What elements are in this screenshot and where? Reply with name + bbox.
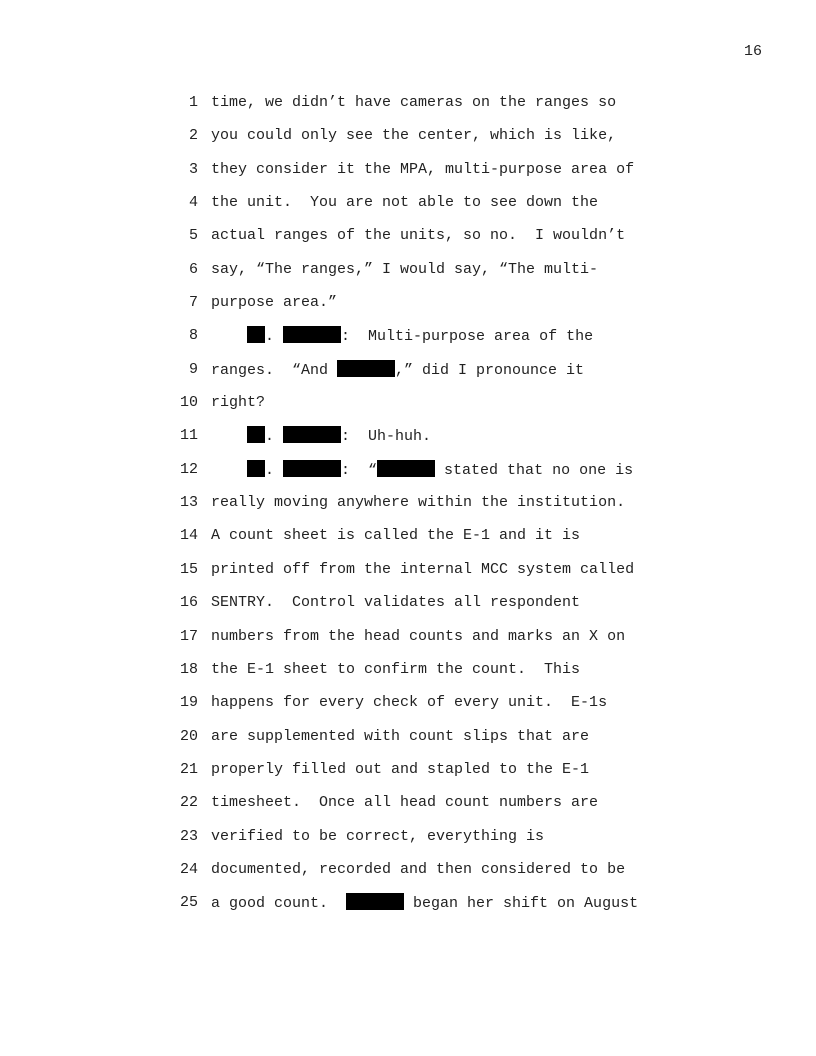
line-number: 23: [179, 827, 198, 845]
redaction-block: [283, 460, 341, 477]
transcript-line: [170, 660, 690, 693]
transcript-line: [170, 727, 690, 760]
transcript-line: [170, 226, 690, 259]
redaction-block: [283, 426, 341, 443]
line-text-with-redaction: [211, 893, 638, 914]
transcript-line: [170, 593, 690, 626]
transcript-line: [170, 293, 690, 326]
line-number: 18: [179, 660, 198, 678]
line-number: 3: [188, 160, 198, 178]
line-text: right?: [211, 394, 266, 412]
line-text: really moving anywhere within the institution.: [211, 494, 626, 512]
line-text: ,” did I pronounce it: [395, 361, 585, 379]
transcript-line: [170, 693, 690, 726]
line-text: verified to be correct, everything is: [211, 827, 545, 845]
line-text: a good count.: [211, 895, 347, 913]
transcript-line: [170, 860, 690, 893]
transcript-line: [170, 393, 690, 426]
transcript-line: [170, 560, 690, 593]
transcript-line: [170, 160, 690, 193]
line-text: A count sheet is called the E-1 and it is: [211, 527, 581, 545]
line-number: 16: [179, 594, 198, 612]
redaction-block: [283, 326, 341, 343]
line-number: 25: [179, 894, 198, 912]
line-number: 15: [179, 560, 198, 578]
page-number: 16: [743, 43, 762, 60]
speaker-line: . : Multi-purpose area of the: [211, 326, 593, 347]
line-number: 11: [179, 427, 198, 445]
line-text: SENTRY. Control validates all respondent: [211, 594, 581, 612]
line-text: properly filled out and stapled to the E-1: [211, 760, 590, 778]
line-text: timesheet. Once all head count numbers are: [211, 794, 599, 812]
transcript-line: [170, 460, 690, 493]
line-text: happens for every check of every unit. E-1s: [211, 694, 608, 712]
line-text: they consider it the MPA, multi-purpose area of: [211, 160, 635, 178]
line-text: purpose area.”: [211, 294, 338, 312]
line-number: 8: [188, 327, 198, 345]
transcript-line: [170, 827, 690, 860]
line-number: 5: [188, 227, 198, 245]
line-text: : Multi-purpose area of the: [341, 328, 594, 346]
line-number: 21: [179, 760, 198, 778]
transcript-line: [170, 126, 690, 159]
transcript-line: [170, 793, 690, 826]
transcript-line: [170, 93, 690, 126]
redaction-block: [247, 460, 265, 477]
transcript-line: [170, 526, 690, 559]
line-number: 19: [179, 694, 198, 712]
line-text: the unit. You are not able to see down the: [211, 194, 599, 212]
line-number: 14: [179, 527, 198, 545]
transcript-line: [170, 893, 690, 926]
line-text: say, “The ranges,” I would say, “The multi-: [211, 260, 599, 278]
line-text: stated that no one is: [435, 461, 634, 479]
line-text: : “: [341, 461, 378, 479]
line-text: documented, recorded and then considered to be: [211, 860, 626, 878]
transcript-line: [170, 360, 690, 393]
transcript-line: [170, 193, 690, 226]
transcript-line: [170, 760, 690, 793]
line-text: numbers from the head counts and marks an X on: [211, 627, 626, 645]
redaction-block: [337, 360, 395, 377]
redaction-block: [377, 460, 435, 477]
line-number: 20: [179, 727, 198, 745]
line-text: you could only see the center, which is like,: [211, 127, 617, 145]
speaker-line: . : Uh-huh.: [211, 426, 431, 447]
line-text: : Uh-huh.: [341, 428, 432, 446]
redaction-block: [247, 426, 265, 443]
line-number: 7: [188, 294, 198, 312]
line-number: 6: [188, 260, 198, 278]
line-number: 4: [188, 194, 198, 212]
line-text: ranges. “And: [211, 361, 338, 379]
transcript-line: [170, 493, 690, 526]
line-text-with-redaction: [211, 360, 584, 381]
line-text: actual ranges of the units, so no. I wouldn’t: [211, 227, 626, 245]
redaction-block: [247, 326, 265, 343]
line-number: 10: [179, 394, 198, 412]
line-number: 22: [179, 794, 198, 812]
line-number: 17: [179, 627, 198, 645]
line-text: began her shift on August: [404, 895, 639, 913]
line-text: the E-1 sheet to confirm the count. This: [211, 660, 581, 678]
speaker-line: . : “ stated that no one is: [211, 460, 633, 481]
line-text: time, we didn’t have cameras on the ranges so: [211, 94, 617, 111]
line-number: 1: [188, 94, 198, 111]
line-number: 13: [179, 494, 198, 512]
redaction-block: [346, 893, 404, 910]
line-number: 9: [188, 360, 198, 378]
line-text: printed off from the internal MCC system called: [211, 560, 635, 578]
transcript-line: [170, 260, 690, 293]
line-number: 12: [179, 460, 198, 478]
line-number: 24: [179, 860, 198, 878]
transcript-line: [170, 426, 690, 459]
line-number: 2: [188, 127, 198, 145]
transcript-line: [170, 627, 690, 660]
transcript-line: [170, 326, 690, 359]
line-text: are supplemented with count slips that are: [211, 727, 590, 745]
transcript-body: [170, 93, 690, 927]
